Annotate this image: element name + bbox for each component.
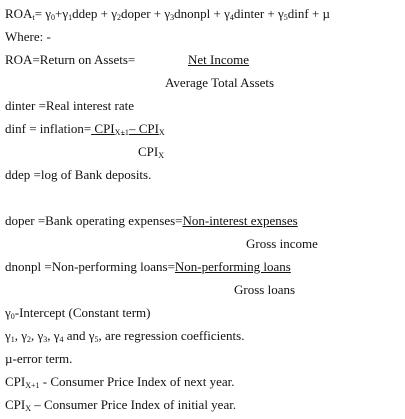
roa-label: ROA=Return on Assets=	[5, 52, 136, 67]
equation-g4-sub: 4	[229, 13, 234, 22]
equation-t2: doper + γ	[120, 6, 171, 21]
roa-denominator: Average Total Assets	[165, 75, 275, 90]
cpi-initial-sub: X	[25, 404, 32, 413]
coeff-text: , are regression coefficients.	[98, 328, 245, 343]
equation-t5: dinf + µ	[287, 6, 331, 21]
coeff-g1: γ	[5, 328, 11, 343]
equation-lhs: ROA	[5, 6, 33, 21]
dinf-cpi-next: CPI	[94, 121, 115, 136]
coeff-s2: 2	[27, 335, 31, 344]
coeff-s5: 5	[94, 335, 99, 344]
cpi-initial-text: – Consumer Price Index of initial year.	[31, 397, 237, 412]
dinf-numerator	[91, 121, 165, 136]
dinf-cpi-init-sub: X	[158, 128, 165, 137]
intercept-text: -Intercept (Constant term)	[14, 305, 151, 320]
equation-g5-sub: 5	[283, 13, 288, 22]
dnonpl-definition	[5, 259, 291, 275]
coeff-c4: and γ	[63, 328, 95, 343]
dinf-definition	[5, 121, 165, 141]
coefficients-definition	[5, 328, 244, 348]
ddep-definition: ddep =log of Bank deposits.	[5, 167, 152, 182]
cpi-initial-definition	[5, 397, 236, 417]
coeff-c1: , γ	[14, 328, 27, 343]
dinf-minus-cpi: – CPI	[128, 121, 159, 136]
equation-t3: dnonpl + γ	[174, 6, 230, 21]
equation-g3-sub: 3	[170, 13, 175, 22]
coeff-c3: , γ	[47, 328, 60, 343]
cpi-next-definition	[5, 374, 234, 394]
intercept-definition	[5, 305, 150, 325]
equation-t1: ddep + γ	[72, 6, 117, 21]
dinf-label: dinf = inflation=	[5, 121, 92, 136]
dinf-den-sub: X	[158, 151, 165, 160]
where-label: Where: -	[5, 29, 51, 44]
equation-lhs-sub: t	[32, 13, 35, 22]
coeff-s4: 4	[59, 335, 64, 344]
coeff-s3: 3	[43, 335, 48, 344]
dnonpl-label: dnonpl =Non-performing loans=	[5, 259, 175, 274]
error-term-definition: µ-error term.	[5, 351, 73, 366]
coeff-s1: 1	[10, 335, 15, 344]
equation-g1-sub: 1	[68, 13, 73, 22]
dnonpl-denominator: Gross loans	[234, 282, 296, 297]
equation-g0-sub: 0	[51, 13, 56, 22]
doper-definition	[5, 213, 298, 229]
cpi-next-text: - Consumer Price Index of next year.	[39, 374, 235, 389]
equation-t4: dinter + γ	[233, 6, 284, 21]
intercept-symbol: γ	[5, 305, 11, 320]
dinf-denominator	[138, 144, 164, 164]
regression-equation	[5, 6, 330, 26]
cpi-next-symbol: CPI	[5, 374, 26, 389]
roa-numerator: Net Income	[188, 52, 250, 67]
doper-numerator: Non-interest expenses	[182, 213, 298, 228]
coeff-c2: , γ	[31, 328, 44, 343]
equation-plus1: +γ	[55, 6, 69, 21]
intercept-sub: 0	[10, 312, 15, 321]
doper-denominator: Gross income	[246, 236, 318, 251]
cpi-next-sub: X+1	[25, 381, 40, 390]
dinf-cpi-next-sub: X+1	[114, 128, 129, 137]
equation-eq: = γ	[34, 6, 52, 21]
dinter-definition: dinter =Real interest rate	[5, 98, 134, 113]
dinf-den: CPI	[138, 144, 159, 159]
dnonpl-numerator: Non-performing loans	[174, 259, 291, 274]
doper-label: doper =Bank operating expenses=	[5, 213, 183, 228]
cpi-initial-symbol: CPI	[5, 397, 26, 412]
equation-g2-sub: 2	[116, 13, 121, 22]
